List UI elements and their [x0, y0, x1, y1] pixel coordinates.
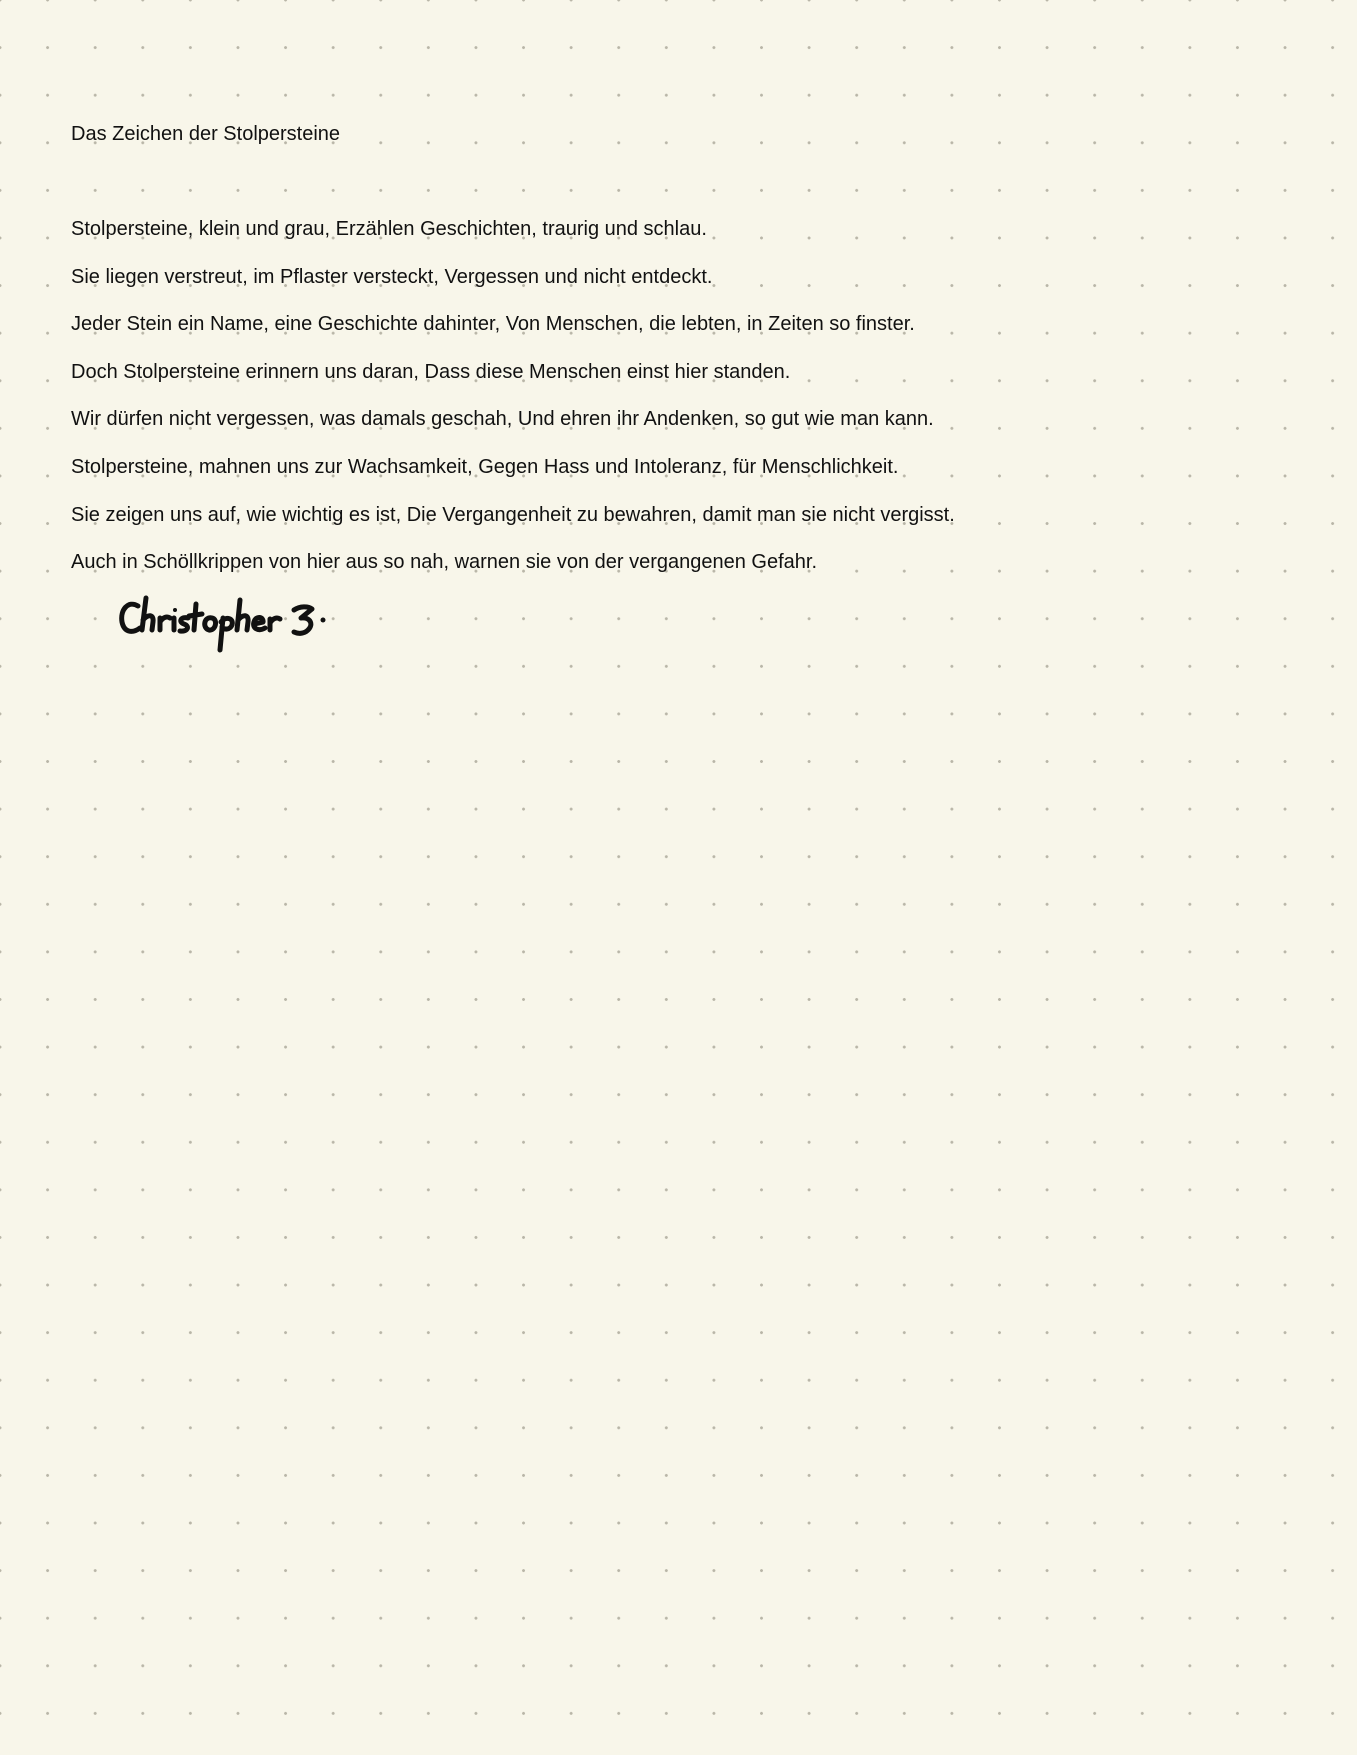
poem-line: Jeder Stein ein Name, eine Geschichte dahinter, Von Menschen, die lebten, in Zeiten so finster. — [71, 313, 915, 336]
poem-body — [71, 216, 955, 597]
poem-line: Sie zeigen uns auf, wie wichtig es ist, Die Vergangenheit zu bewahren, damit man sie nicht vergisst. — [71, 503, 955, 526]
handwritten-signature — [118, 592, 358, 672]
poem-line: Wir dürfen nicht vergessen, was damals geschah, Und ehren ihr Andenken, so gut wie man kann. — [71, 408, 934, 431]
poem-line: Stolpersteine, mahnen uns zur Wachsamkeit, Gegen Hass und Intoleranz, für Menschlichkeit. — [71, 455, 899, 478]
poem-line: Doch Stolpersteine erinnern uns daran, Dass diese Menschen einst hier standen. — [71, 360, 791, 383]
poem-title: Das Zeichen der Stolpersteine — [71, 123, 341, 145]
poem-line: Auch in Schöllkrippen von hier aus so nah, warnen sie von der vergangenen Gefahr. — [71, 551, 818, 574]
poem-line: Stolpersteine, klein und grau, Erzählen Geschichten, traurig und schlau. — [71, 218, 707, 240]
poem-line: Sie liegen verstreut, im Pflaster versteckt, Vergessen und nicht entdeckt. — [71, 265, 713, 288]
